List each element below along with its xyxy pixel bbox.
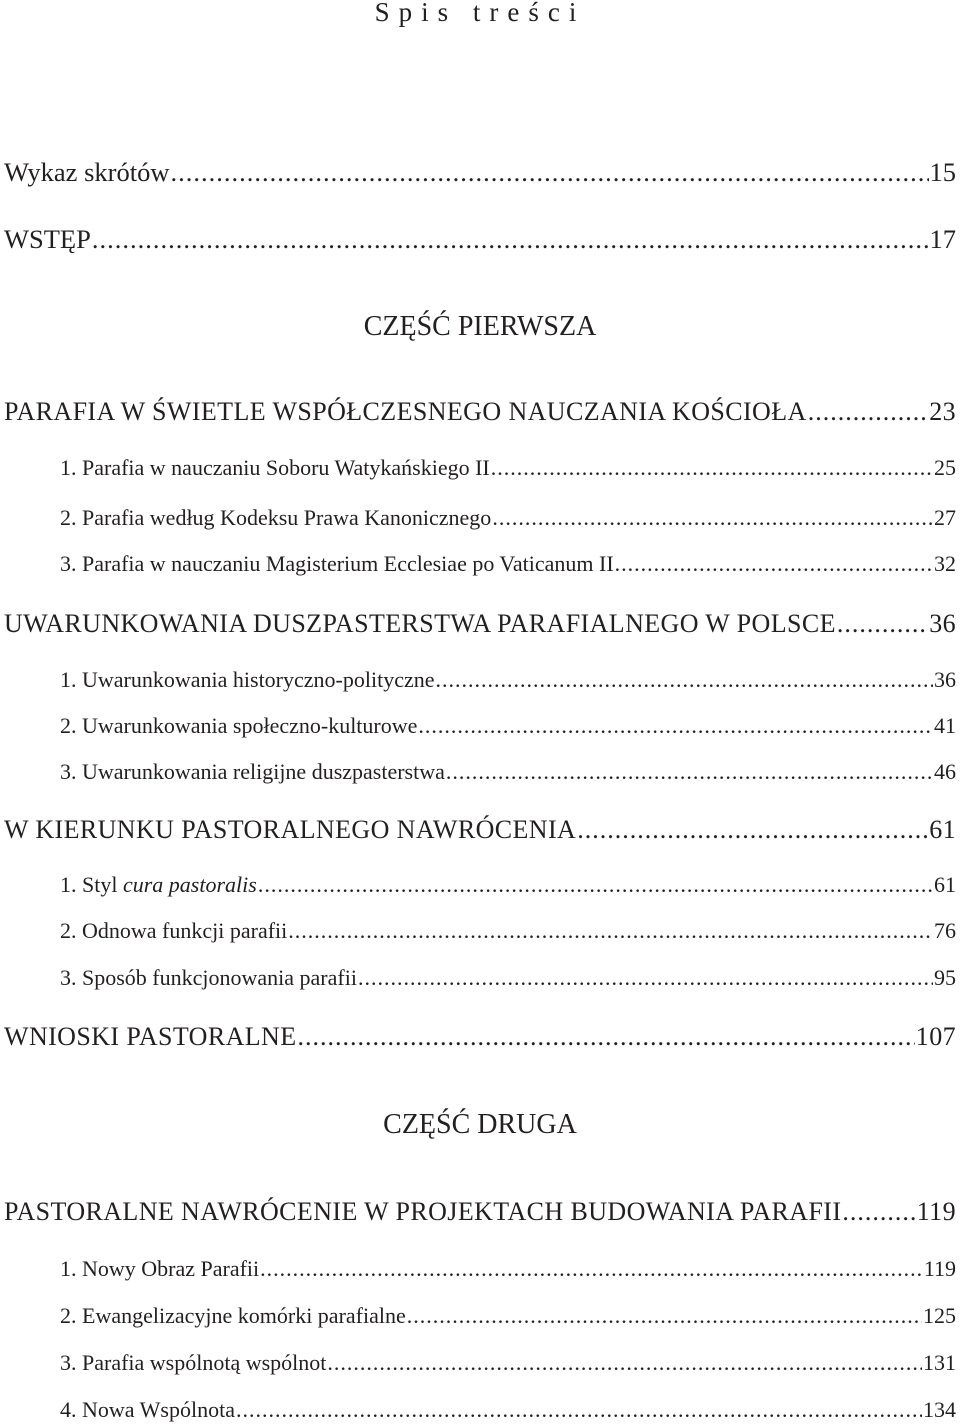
- toc-entry-label: 3. Parafia w nauczaniu Magisterium Ecclesiae po Vaticanum II: [60, 551, 614, 576]
- leader-dots: [492, 505, 933, 531]
- leader-dots: [837, 608, 928, 639]
- toc-entry-page: 46: [934, 759, 956, 784]
- toc-entry-label: 1. Parafia w nauczaniu Soboru Watykańskiego II: [60, 455, 490, 480]
- leader-dots: [577, 814, 928, 845]
- toc-section-3-3[interactable]: [60, 965, 956, 991]
- toc-entry-introduction[interactable]: [4, 224, 956, 256]
- part-one-heading: CZĘŚĆ PIERWSZA: [363, 311, 597, 342]
- toc-entry-page: 25: [934, 455, 956, 480]
- toc-entry-label: 3. Uwarunkowania religijne duszpasterstwa: [60, 759, 445, 784]
- toc-section-1-1[interactable]: [60, 455, 956, 481]
- toc-section-5-3[interactable]: [60, 1350, 956, 1376]
- leader-dots: [446, 759, 933, 785]
- leader-dots: [436, 667, 934, 693]
- leader-dots: [288, 918, 933, 944]
- toc-entry-page: 36: [934, 667, 956, 692]
- toc-entry-page: 119: [916, 1197, 956, 1226]
- toc-entry-label: 4. Nowa Wspólnota: [60, 1397, 235, 1422]
- toc-entry-page: 125: [923, 1303, 956, 1328]
- leader-dots: [298, 1021, 915, 1052]
- toc-entry-page: 27: [934, 505, 956, 530]
- toc-entry-label: WSTĘP: [4, 224, 91, 254]
- toc-chapter-2[interactable]: [4, 608, 956, 639]
- leader-dots: [258, 872, 933, 898]
- toc-entry-label: 2. Odnowa funkcji parafii: [60, 918, 288, 943]
- toc-entry-page: 134: [923, 1397, 956, 1422]
- toc-section-3-2[interactable]: [60, 918, 956, 944]
- toc-chapter-4[interactable]: [4, 1021, 956, 1052]
- toc-entry-page: 76: [934, 918, 956, 943]
- leader-dots: [615, 551, 933, 577]
- toc-entry-label: W KIERUNKU PASTORALNEGO NAWRÓCENIA: [4, 815, 577, 844]
- toc-entry-label: UWARUNKOWANIA DUSZPASTERSTWA PARAFIALNEGO W POLSCE: [4, 609, 836, 638]
- leader-dots: [92, 224, 929, 256]
- toc-entry-page: 32: [934, 551, 956, 576]
- leader-dots: [418, 713, 933, 739]
- toc-entry-label: 2. Ewangelizacyjne komórki parafialne: [60, 1303, 406, 1328]
- toc-chapter-3[interactable]: [4, 814, 956, 845]
- toc-entry-page: 15: [929, 157, 956, 187]
- toc-entry-label: 2. Uwarunkowania społeczno-kulturowe: [60, 713, 418, 738]
- toc-entry-page: 17: [929, 224, 956, 254]
- toc-entry-label: 2. Parafia według Kodeksu Prawa Kanonicznego: [60, 505, 492, 530]
- toc-entry-page: 95: [934, 965, 956, 990]
- toc-section-5-2[interactable]: [60, 1303, 956, 1329]
- toc-section-2-3[interactable]: [60, 759, 956, 785]
- toc-section-3-1[interactable]: [60, 872, 956, 898]
- toc-entry-label: PARAFIA W ŚWIETLE WSPÓŁCZESNEGO NAUCZANIA KOŚCIOŁA: [4, 397, 807, 426]
- toc-entry-label-prefix: 1. Styl: [60, 872, 123, 897]
- leader-dots: [358, 965, 933, 991]
- leader-dots: [236, 1397, 922, 1423]
- toc-entry-page: 41: [934, 713, 956, 738]
- toc-chapter-5[interactable]: [4, 1196, 956, 1227]
- toc-entry-label: WNIOSKI PASTORALNE: [4, 1022, 297, 1051]
- toc-entry-label: 1. Uwarunkowania historyczno-polityczne: [60, 667, 435, 692]
- toc-section-2-2[interactable]: [60, 713, 956, 739]
- leader-dots: [842, 1196, 915, 1227]
- toc-entry-page: 131: [923, 1350, 956, 1375]
- toc-entry-page: 119: [923, 1256, 956, 1281]
- leader-dots: [491, 455, 933, 481]
- toc-section-5-4[interactable]: [60, 1397, 956, 1423]
- part-two-heading: CZĘŚĆ DRUGA: [383, 1109, 577, 1140]
- toc-section-2-1[interactable]: [60, 667, 956, 693]
- toc-entry-label: PASTORALNE NAWRÓCENIE W PROJEKTACH BUDOWANIA PARAFII: [4, 1197, 842, 1226]
- leader-dots: [407, 1303, 922, 1329]
- toc-entry-abbreviations[interactable]: [4, 157, 956, 189]
- toc-entry-page: 36: [929, 609, 956, 638]
- toc-entry-label: Wykaz skrótów: [4, 157, 170, 187]
- toc-entry-page: 61: [934, 872, 956, 897]
- toc-section-1-2[interactable]: [60, 505, 956, 531]
- leader-dots: [170, 157, 928, 189]
- toc-entry-page: 107: [915, 1022, 956, 1051]
- toc-entry-label-italic: cura pastoralis: [122, 872, 257, 897]
- toc-section-1-3[interactable]: [60, 551, 956, 577]
- leader-dots: [260, 1256, 923, 1282]
- leader-dots: [327, 1350, 922, 1376]
- toc-entry-label: 3. Parafia wspólnotą wspólnot: [60, 1350, 327, 1375]
- page-title: Spis treści: [374, 0, 586, 27]
- toc-chapter-1[interactable]: [4, 396, 956, 427]
- toc-entry-page: 61: [929, 815, 956, 844]
- toc-entry-label: 1. Nowy Obraz Parafii: [60, 1256, 260, 1281]
- toc-section-5-1[interactable]: [60, 1256, 956, 1282]
- toc-entry-label: [60, 872, 257, 898]
- toc-entry-page: 23: [929, 397, 956, 426]
- toc-entry-label: 3. Sposób funkcjonowania parafii: [60, 965, 357, 990]
- leader-dots: [808, 396, 928, 427]
